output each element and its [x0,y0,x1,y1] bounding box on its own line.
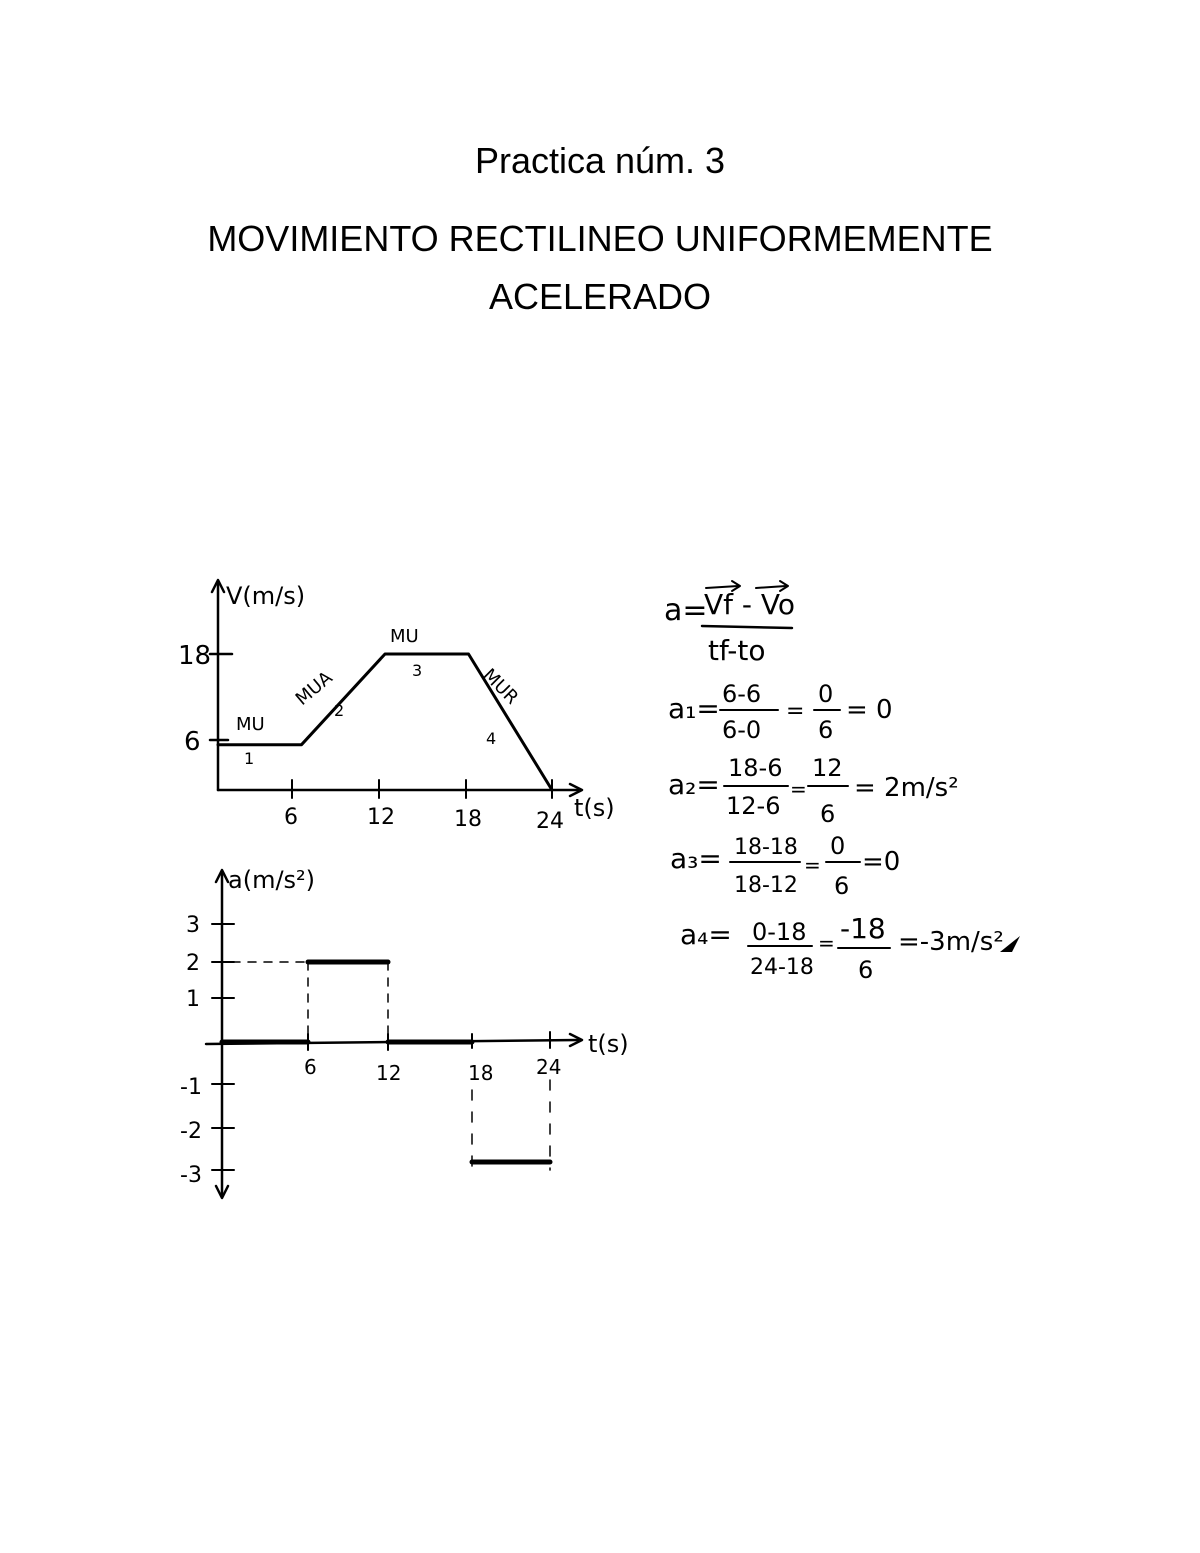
formula-a4-eq1: = [818,931,835,955]
formula-general-fraction-bar [702,626,792,628]
formula-a3 [670,832,900,900]
formula-general-num: Vf - Vo [704,588,796,621]
formula-general [664,581,795,667]
formula-a4 [680,912,1020,984]
main-title-line-1: MOVIMIENTO RECTILINEO UNIFORMEMENTE [207,218,993,259]
formula-a1-den1: 6-0 [722,716,762,744]
formula-a3-lhs: a₃= [670,842,722,875]
v-xtick-label-12: 12 [367,805,395,830]
a-ytick-label-1: 1 [186,987,200,1012]
formula-a3-result: =0 [862,847,901,877]
segment-label-3: MU [390,626,419,647]
segment-label-1: MU [236,714,265,735]
formula-a3-den2: 6 [834,872,850,900]
formula-a4-den1: 24-18 [750,955,814,980]
v-xtick-label-6: 6 [284,805,298,830]
formula-a4-den2: 6 [858,956,874,984]
formula-a3-eq1: = [804,853,821,877]
practice-title: Practica núm. 3 [474,140,726,181]
main-title-line-2: ACELERADO [488,276,712,317]
segment-number-2: 2 [334,701,345,720]
a-ytick-label-3: 3 [186,913,200,938]
formula-a1-eq1: = [786,699,805,724]
formula-a1-den2: 6 [818,716,834,744]
segment-label-2: MUA [291,667,337,710]
formula-a4-lhs: a₄= [680,918,732,951]
segment-number-3: 3 [412,661,423,680]
a-xtick-label-12: 12 [376,1061,402,1085]
formula-a4-result: =-3m/s² [898,927,1004,957]
a-xtick-label-6: 6 [304,1055,317,1079]
formula-a2-result: = 2m/s² [854,773,959,803]
formula-a2-num1: 18-6 [728,754,783,782]
v-xtick-label-24: 24 [536,809,564,834]
a-xtick-label-18: 18 [468,1061,494,1085]
formula-a3-den1: 18-12 [734,873,798,898]
formula-a1-num2: 0 [818,680,834,708]
formula-a1-num1: 6-6 [722,680,762,708]
formula-general-lhs: a= [664,593,708,628]
formula-a2-den1: 12-6 [726,792,781,820]
formula-a1 [668,680,893,744]
formula-a1-lhs: a₁= [668,692,720,725]
formula-a2-num2: 12 [812,754,843,782]
formula-general-den: tf-to [708,634,766,667]
a-ytick-label-neg2: -2 [180,1119,202,1144]
segment-label-4: MUR [478,664,523,709]
a-x-axis-label: t(s) [588,1030,629,1058]
formula-a4-num1: 0-18 [752,918,807,946]
segment-number-4: 4 [486,729,497,748]
formula-a1-result: = 0 [846,695,893,725]
formula-a2-eq1: = [790,777,807,801]
formula-a2 [668,754,959,828]
a-ytick-label-neg1: -1 [180,1075,202,1100]
formula-a3-num1: 18-18 [734,835,798,860]
formula-a3-num2: 0 [830,832,846,860]
formula-a4-num2: -18 [840,912,886,945]
formula-a2-lhs: a₂= [668,768,720,801]
formula-a2-den2: 6 [820,800,836,828]
a-ytick-label-neg3: -3 [180,1163,202,1188]
a-xtick-label-24: 24 [536,1055,562,1079]
v-ytick-label-18: 18 [178,641,212,671]
v-y-axis-label: V(m/s) [226,582,306,610]
segment-number-1: 1 [244,749,255,768]
a-ytick-label-2: 2 [186,951,200,976]
a-y-axis-label: a(m/s²) [228,866,316,894]
v-x-axis-label: t(s) [574,794,615,822]
v-ytick-label-6: 6 [184,727,201,757]
v-xtick-label-18: 18 [454,807,482,832]
